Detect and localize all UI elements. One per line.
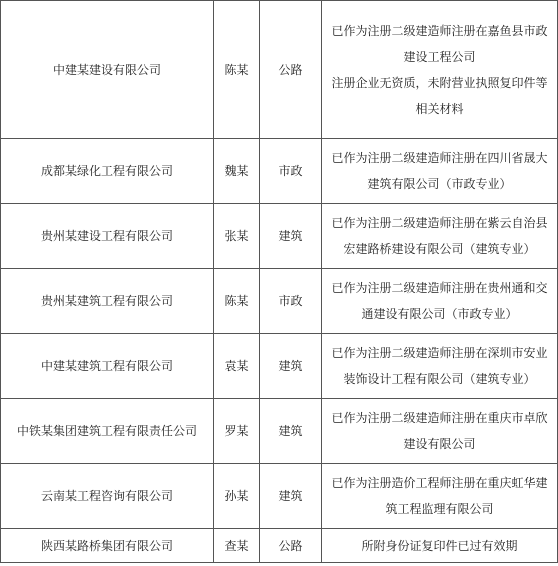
name-cell: 陈某 bbox=[214, 1, 260, 139]
table-row bbox=[1, 269, 558, 334]
specialty-cell: 建筑 bbox=[260, 464, 322, 529]
reason-text: 已作为注册二级建造师注册在重庆市卓欣建设有限公司 bbox=[331, 411, 548, 451]
table-row bbox=[1, 399, 558, 464]
reason-cell bbox=[322, 334, 558, 399]
table-row bbox=[1, 204, 558, 269]
specialty-cell: 建筑 bbox=[260, 204, 322, 269]
name-cell: 罗某 bbox=[214, 399, 260, 464]
reason-text: 已作为注册二级建造师注册在嘉鱼县市政建设工程公司 bbox=[331, 23, 548, 64]
company-cell: 中建某建设有限公司 bbox=[1, 1, 214, 139]
specialty-cell: 市政 bbox=[260, 139, 322, 204]
reason-text: 已作为注册二级建造师注册在紫云自治县宏建路桥建设有限公司（建筑专业） bbox=[331, 216, 548, 256]
reason-cell bbox=[322, 204, 558, 269]
company-cell: 成都某绿化工程有限公司 bbox=[1, 139, 214, 204]
specialty-cell: 建筑 bbox=[260, 399, 322, 464]
reason-text: 已作为注册二级建造师注册在贵州通和交通建设有限公司（市政专业） bbox=[331, 281, 548, 321]
name-cell: 魏某 bbox=[214, 139, 260, 204]
table-row bbox=[1, 1, 558, 139]
company-cell: 中铁某集团建筑工程有限责任公司 bbox=[1, 399, 214, 464]
company-cell: 陕西某路桥集团有限公司 bbox=[1, 529, 214, 563]
reason-cell bbox=[322, 1, 558, 139]
reason-text: 已作为注册二级建造师注册在四川省晟大建筑有限公司（市政专业） bbox=[331, 151, 548, 191]
reason-cell bbox=[322, 529, 558, 563]
specialty-cell: 公路 bbox=[260, 1, 322, 139]
name-cell: 袁某 bbox=[214, 334, 260, 399]
specialty-cell: 建筑 bbox=[260, 334, 322, 399]
name-cell: 孙某 bbox=[214, 464, 260, 529]
reason-text: 注册企业无资质，未附营业执照复印件等相关材料 bbox=[331, 75, 548, 116]
table-row bbox=[1, 529, 558, 563]
reason-text: 已作为注册二级建造师注册在深圳市安业装饰设计工程有限公司（建筑专业） bbox=[331, 346, 548, 386]
reason-cell bbox=[322, 269, 558, 334]
reason-text: 已作为注册造价工程师注册在重庆虹华建筑工程监理有限公司 bbox=[331, 476, 548, 516]
table-row bbox=[1, 464, 558, 529]
reason-cell bbox=[322, 139, 558, 204]
table-row bbox=[1, 139, 558, 204]
reason-cell bbox=[322, 464, 558, 529]
reason-text: 所附身份证复印件已过有效期 bbox=[361, 538, 518, 553]
company-cell: 贵州某建筑工程有限公司 bbox=[1, 269, 214, 334]
specialty-cell: 市政 bbox=[260, 269, 322, 334]
reason-cell bbox=[322, 399, 558, 464]
name-cell: 张某 bbox=[214, 204, 260, 269]
company-cell: 中建某建筑工程有限公司 bbox=[1, 334, 214, 399]
table-row bbox=[1, 334, 558, 399]
company-cell: 云南某工程咨询有限公司 bbox=[1, 464, 214, 529]
name-cell: 查某 bbox=[214, 529, 260, 563]
name-cell: 陈某 bbox=[214, 269, 260, 334]
company-cell: 贵州某建设工程有限公司 bbox=[1, 204, 214, 269]
specialty-cell: 公路 bbox=[260, 529, 322, 563]
